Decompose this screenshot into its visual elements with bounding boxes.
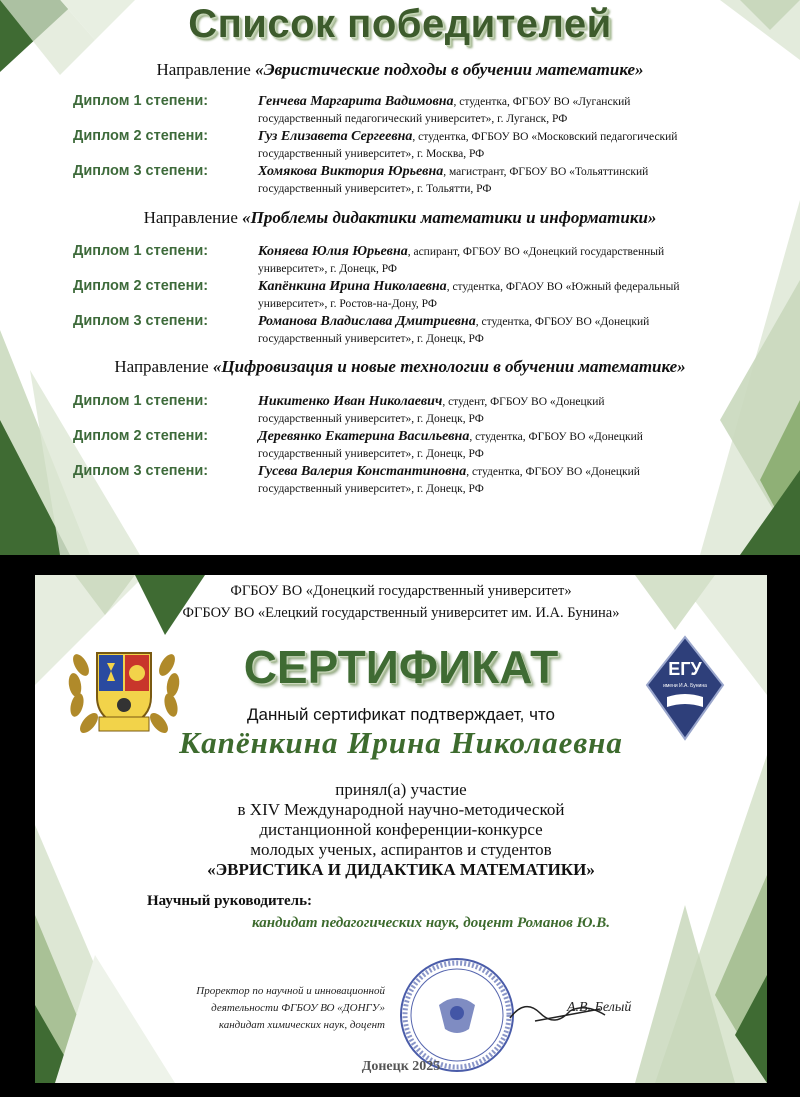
- place-year: Донецк 2025: [361, 1059, 441, 1074]
- diploma-degree: Диплом 3 степени:: [73, 313, 209, 329]
- winner-affiliation: университет», г. Ростов-на-Дону, РФ: [258, 298, 437, 310]
- winner-name: Гуз Елизавета Сергеевна: [258, 129, 413, 144]
- winner-affiliation: государственный университет», г. Тольятти, РФ: [258, 183, 492, 195]
- direction-name: «Эвристические подходы в обучении математике»: [255, 60, 644, 79]
- winner-row: [73, 278, 773, 314]
- winner-affiliation: , студент, ФГБОУ ВО «Донецкий: [442, 396, 605, 408]
- signer-title-line: Проректор по научной и инновационной: [196, 985, 385, 997]
- direction-heading: [0, 357, 800, 377]
- winner-row: [73, 463, 773, 499]
- winner-row: [73, 393, 773, 429]
- winner-name: Хомякова Виктория Юрьевна: [258, 164, 444, 179]
- direction-heading: [0, 60, 800, 80]
- direction-name: «Проблемы дидактики математики и информатики»: [242, 208, 657, 227]
- diploma-degree: Диплом 2 степени:: [73, 428, 209, 444]
- diploma-degree: Диплом 1 степени:: [73, 393, 209, 409]
- winner-name: Гусева Валерия Константиновна: [258, 464, 467, 479]
- diploma-degree: Диплом 1 степени:: [73, 243, 209, 259]
- signer-title: [135, 983, 385, 1034]
- page-title: Список победителей: [188, 2, 612, 46]
- winner-details: [258, 428, 773, 463]
- certificate-title: СЕРТИФИКАТ: [243, 641, 559, 693]
- direction-prefix: Направление: [114, 357, 209, 376]
- winner-details: [258, 243, 773, 278]
- winner-details: [258, 463, 773, 498]
- direction-name: «Цифровизация и новые технологии в обучении математике»: [212, 357, 686, 376]
- winner-name: Никитенко Иван Николаевич: [258, 394, 443, 409]
- winner-row: [73, 163, 773, 199]
- winner-details: [258, 278, 773, 313]
- event-line-3: молодых ученых, аспирантов и студентов: [250, 840, 552, 859]
- winner-affiliation: , студентка, ФГБОУ ВО «Московский педагогический: [412, 131, 678, 143]
- winner-name: Деревянко Екатерина Васильевна: [258, 429, 470, 444]
- winner-row: [73, 128, 773, 164]
- event-name: «ЭВРИСТИКА И ДИДАКТИКА МАТЕМАТИКИ»: [207, 860, 595, 879]
- winner-affiliation: университет», г. Донецк, РФ: [258, 263, 397, 275]
- winner-affiliation: , студентка, ФГБОУ ВО «Донецкий: [469, 431, 643, 443]
- signer-name: А.В. Белый: [567, 1000, 632, 1015]
- winner-name: Генчева Маргарита Вадимовна: [258, 94, 454, 109]
- diploma-degree: Диплом 1 степени:: [73, 93, 209, 109]
- certificate: [35, 575, 767, 1083]
- organizer-1: ФГБОУ ВО «Донецкий государственный университет»: [230, 583, 572, 599]
- winner-details: [258, 393, 773, 428]
- recipient-name: Капёнкина Ирина Николаевна: [179, 725, 623, 760]
- winner-row: [73, 428, 773, 464]
- direction-prefix: Направление: [143, 208, 238, 227]
- winner-row: [73, 93, 773, 129]
- event-line-2: дистанционной конференции-конкурсе: [259, 820, 543, 839]
- advisor: кандидат педагогических наук, доцент Романов Ю.В.: [252, 915, 610, 931]
- winner-affiliation: , аспирант, ФГБОУ ВО «Донецкий государственный: [407, 246, 665, 258]
- event-line-1: в XIV Международной научно-методической: [237, 800, 565, 819]
- winner-name: Романова Владислава Дмитриевна: [258, 314, 476, 329]
- official-stamp: [397, 955, 517, 1075]
- advisor-label: Научный руководитель:: [147, 893, 312, 909]
- winner-affiliation: государственный университет», г. Донецк, РФ: [258, 448, 484, 460]
- winner-details: [258, 93, 773, 128]
- winner-name: Коняева Юлия Юрьевна: [258, 244, 408, 259]
- winner-affiliation: , студентка, ФГБОУ ВО «Луганский: [453, 96, 631, 108]
- winner-details: [258, 128, 773, 163]
- diploma-degree: Диплом 3 степени:: [73, 463, 209, 479]
- winner-name: Капёнкина Ирина Николаевна: [258, 279, 447, 294]
- direction-prefix: Направление: [156, 60, 251, 79]
- winner-row: [73, 243, 773, 279]
- winner-affiliation: государственный университет», г. Донецк, РФ: [258, 333, 484, 345]
- winner-details: [258, 313, 773, 348]
- direction-heading: [0, 208, 800, 228]
- logo-right-text: ЕГУ: [668, 659, 702, 679]
- winner-affiliation: , студентка, ФГАОУ ВО «Южный федеральный: [446, 281, 680, 293]
- winner-row: [73, 313, 773, 349]
- winner-affiliation: , магистрант, ФГБОУ ВО «Тольяттинский: [443, 166, 649, 178]
- winner-affiliation: , студентка, ФГБОУ ВО «Донецкий: [475, 316, 650, 328]
- winner-affiliation: , студентка, ФГБОУ ВО «Донецкий: [466, 466, 640, 478]
- diploma-degree: Диплом 2 степени:: [73, 278, 209, 294]
- winner-affiliation: государственный педагогический университет», г. Луганск, РФ: [258, 113, 568, 125]
- organizer-2: ФГБОУ ВО «Елецкий государственный университет им. И.А. Бунина»: [182, 605, 620, 621]
- winner-affiliation: государственный университет», г. Донецк, РФ: [258, 483, 484, 495]
- diploma-degree: Диплом 3 степени:: [73, 163, 209, 179]
- signer-title-line: деятельности ФГБОУ ВО «ДОНГУ»: [211, 1002, 385, 1014]
- logo-right-sub: имени И.А. Бунина: [663, 683, 707, 689]
- diploma-degree: Диплом 2 степени:: [73, 128, 209, 144]
- winner-details: [258, 163, 773, 198]
- winner-affiliation: государственный университет», г. Донецк, РФ: [258, 413, 484, 425]
- winner-affiliation: государственный университет», г. Москва, РФ: [258, 148, 485, 160]
- confirm-text: Данный сертификат подтверждает, что: [246, 705, 556, 724]
- participation-text: принял(а) участие: [335, 780, 467, 799]
- signer-title-line: кандидат химических наук, доцент: [218, 1019, 385, 1031]
